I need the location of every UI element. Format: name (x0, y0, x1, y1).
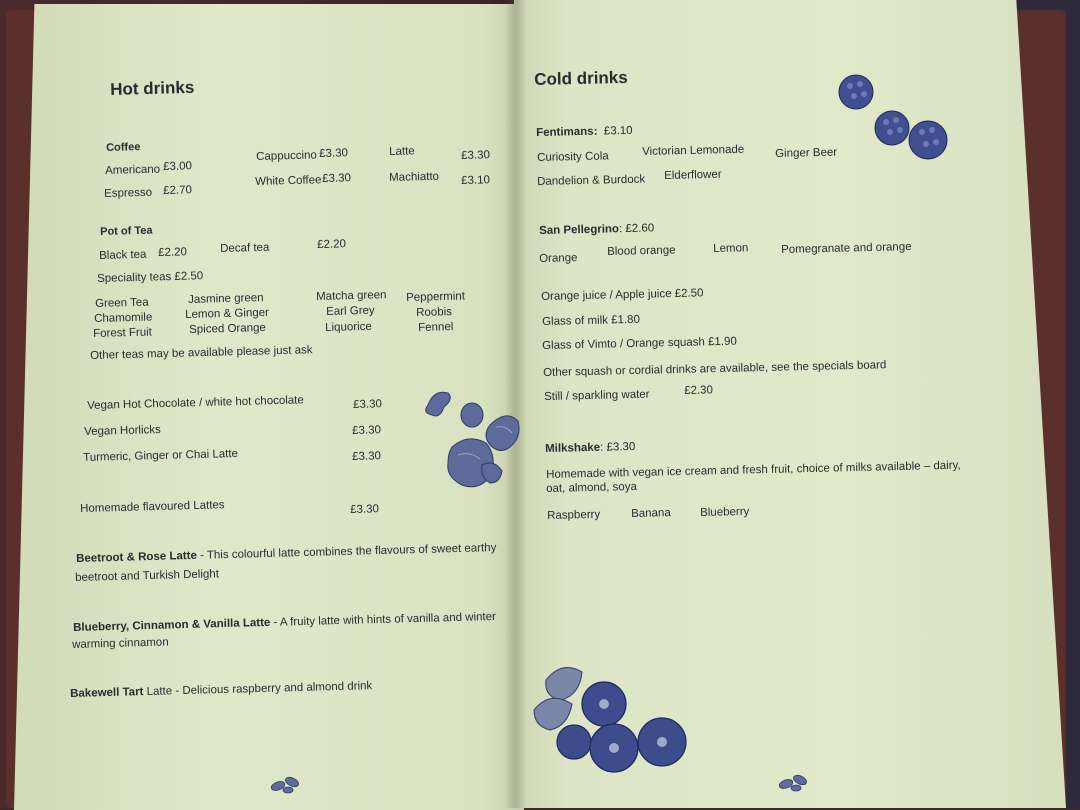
milkshake-flavour: Banana (631, 507, 671, 520)
latte-desc-line2: beetroot and Turkish Delight (75, 568, 220, 584)
pellegrino-item: Lemon (713, 242, 749, 255)
tea-item: Forest Fruit (93, 326, 153, 340)
hot-drink-price: £3.30 (352, 450, 382, 463)
hot-drink-name: Vegan Horlicks (84, 423, 162, 438)
milkshake-flavour: Blueberry (700, 505, 750, 519)
tea-item: Green Tea (95, 296, 149, 310)
latte-name: Blueberry, Cinnamon & Vanilla Latte (73, 616, 271, 634)
water-label: Still / sparkling water (544, 388, 650, 403)
latte-name: Beetroot & Rose Latte (76, 549, 198, 565)
tea-item: Lemon & Ginger (185, 306, 270, 321)
machiatto-label: Machiatto (389, 170, 440, 184)
flavoured-lattes-label: Homemade flavoured Lattes (80, 499, 225, 515)
tea-heading: Pot of Tea (100, 224, 153, 238)
latte-desc: - A fruity latte with hints of vanilla and winter (270, 610, 497, 629)
latte-desc: Latte - Delicious raspberry and almond drink (143, 680, 373, 699)
pellegrino-item: Blood orange (607, 244, 676, 258)
tea-item: Roobis (416, 306, 453, 319)
fentimans-item: Victorian Lemonade (642, 143, 745, 158)
vimto-line: Glass of Vimto / Orange squash £1.90 (542, 335, 737, 352)
milkshake-price: : £3.30 (599, 440, 636, 454)
flavoured-lattes-price: £3.30 (350, 503, 380, 516)
raspberry-illustration (834, 72, 954, 164)
latte-desc-line2: warming cinnamon (72, 636, 169, 651)
latte-name: Bakewell Tart (70, 686, 144, 700)
fentimans-heading: Fentimans: (536, 125, 598, 139)
white-coffee-label: White Coffee (255, 174, 322, 188)
fentimans-line (536, 125, 633, 139)
espresso-label: Espresso (104, 186, 153, 200)
hot-drink-price: £3.30 (352, 424, 382, 437)
black-tea-price: £2.20 (158, 246, 188, 259)
americano-price: £3.00 (163, 160, 193, 173)
pellegrino-heading: San Pellegrino (539, 223, 620, 237)
milkshake-desc-line2: oat, almond, soya (546, 480, 638, 495)
pellegrino-item: Orange (539, 252, 578, 265)
tea-item: Earl Grey (326, 304, 375, 318)
hot-drink-name: Turmeric, Ginger or Chai Latte (83, 447, 239, 464)
cappuccino-label: Cappuccino (256, 149, 318, 163)
decaf-tea-label: Decaf tea (220, 241, 270, 255)
tea-item: Matcha green (316, 289, 387, 303)
squash-note: Other squash or cordial drinks are available, see the specials board (543, 359, 887, 379)
hot-drink-price: £3.30 (353, 398, 383, 411)
milkshake-line (545, 441, 635, 455)
leaf-sprig-icon (776, 772, 812, 794)
tea-item: Jasmine green (188, 292, 264, 306)
speciality-teas-label: Speciality teas £2.50 (97, 270, 204, 285)
pellegrino-price: : £2.60 (618, 222, 655, 236)
coffee-heading: Coffee (106, 141, 141, 154)
water-price: £2.30 (684, 384, 714, 397)
fentimans-item: Ginger Beer (775, 146, 838, 160)
leaf-sprig-icon (268, 774, 304, 796)
espresso-price: £2.70 (163, 184, 193, 197)
milkshake-heading: Milkshake (545, 441, 601, 455)
cappuccino-price: £3.30 (319, 147, 349, 160)
ginger-illustration (420, 385, 524, 497)
black-tea-label: Black tea (99, 248, 147, 262)
latte-label: Latte (389, 145, 415, 158)
hot-drink-name: Vegan Hot Chocolate / white hot chocolate (87, 394, 304, 412)
juice-line: Orange juice / Apple juice £2.50 (541, 287, 704, 303)
milk-line: Glass of milk £1.80 (542, 313, 641, 328)
tea-item: Spiced Orange (189, 321, 267, 336)
cold-drinks-title: Cold drinks (534, 67, 628, 89)
decaf-tea-price: £2.20 (317, 238, 347, 251)
machiatto-price: £3.10 (461, 174, 491, 187)
tea-item: Liquorice (325, 320, 372, 334)
latte-desc: - This colourful latte combines the flavours of sweet earthy (196, 541, 497, 562)
tea-item: Peppermint (406, 290, 466, 304)
white-coffee-price: £3.30 (322, 172, 352, 185)
milkshake-desc: Homemade with vegan ice cream and fresh fruit, choice of milks available – dairy, (546, 459, 961, 481)
fentimans-item: Elderflower (664, 168, 722, 182)
fentimans-item: Dandelion & Burdock (537, 173, 646, 188)
tea-note: Other teas may be available please just ask (90, 344, 313, 362)
latte-price: £3.30 (461, 149, 491, 162)
tea-item: Chamomile (94, 311, 153, 325)
blueberry-illustration (532, 660, 692, 778)
americano-label: Americano (105, 163, 161, 177)
tea-item: Fennel (418, 321, 454, 334)
milkshake-flavour: Raspberry (547, 508, 601, 522)
pellegrino-item: Pomegranate and orange (781, 241, 912, 256)
fentimans-price: £3.10 (603, 124, 633, 138)
hot-drinks-title: Hot drinks (110, 77, 195, 99)
fentimans-item: Curiosity Cola (537, 150, 609, 164)
